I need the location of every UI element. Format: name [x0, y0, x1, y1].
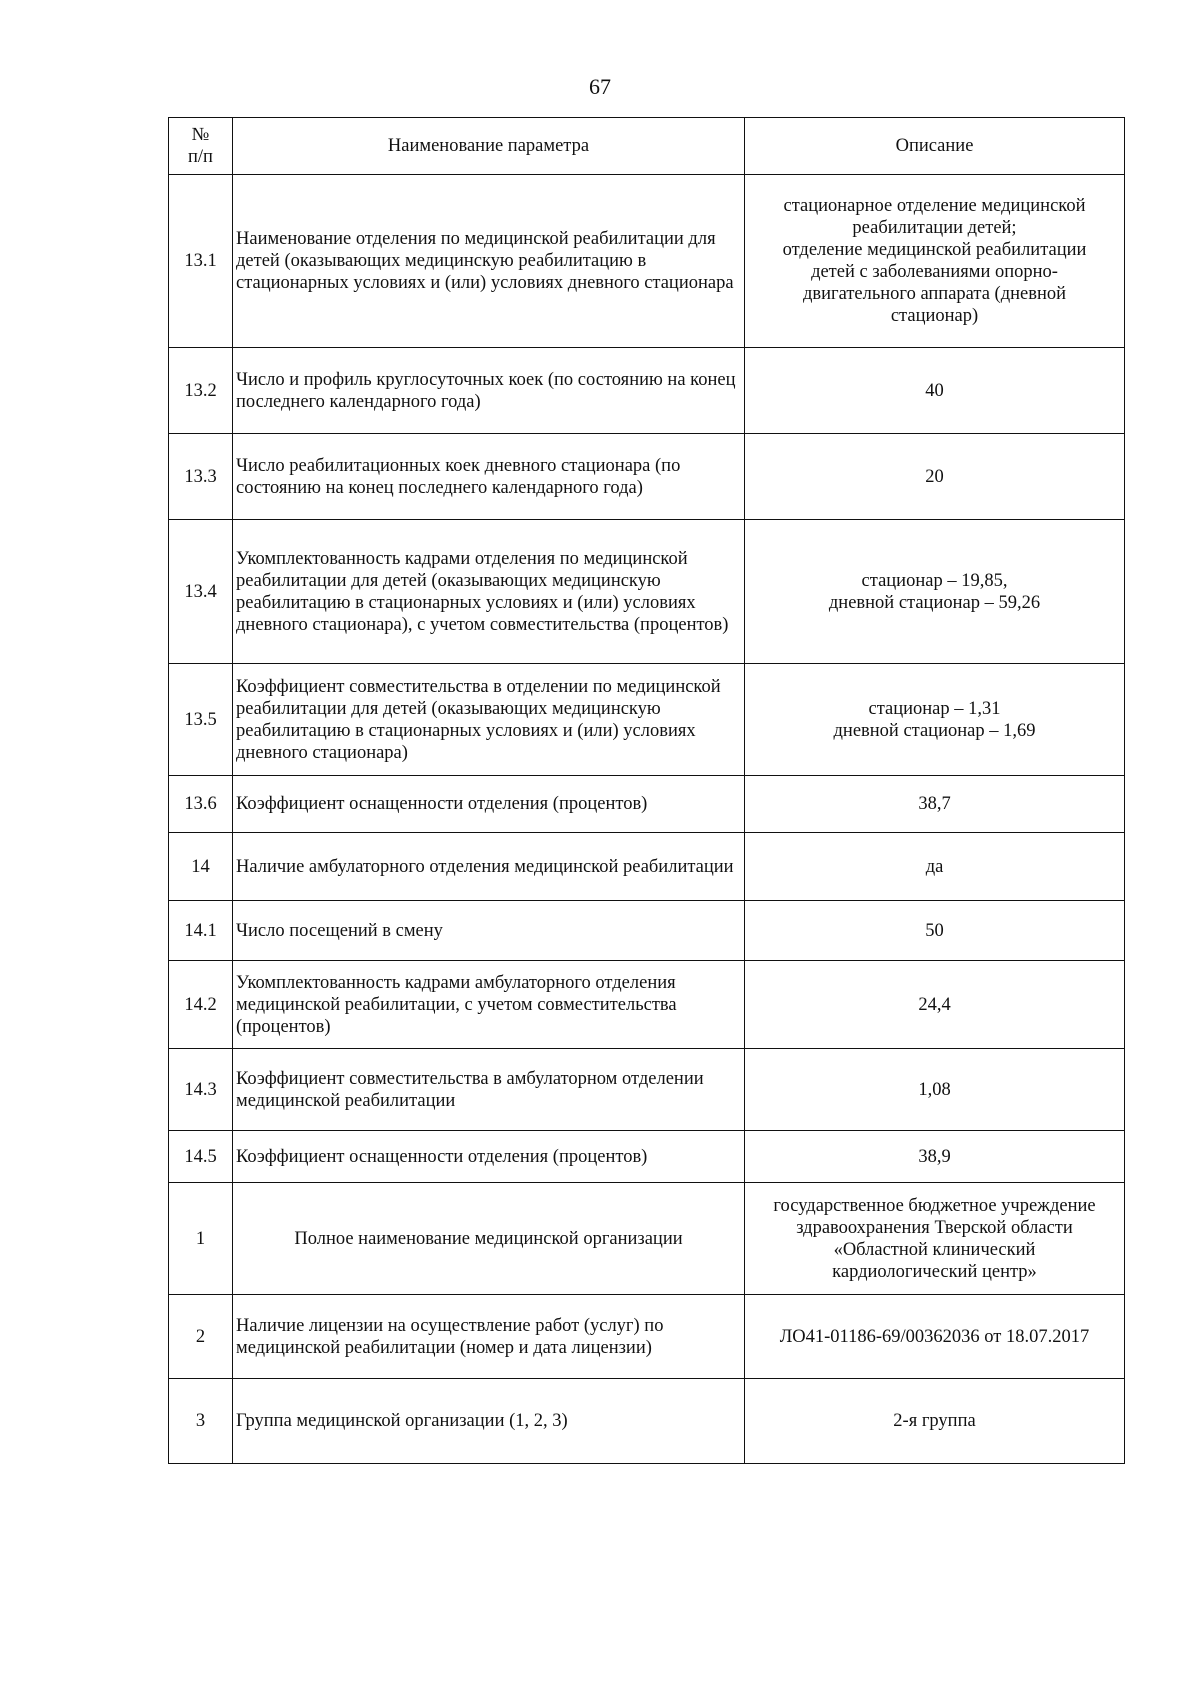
- row-description: [745, 961, 1125, 1049]
- row-number: 13.5: [169, 664, 233, 776]
- row-parameter: Коэффициент оснащенности отделения (процентов): [233, 1131, 745, 1183]
- row-parameter: Коэффициент совместительства в амбулаторном отделении медицинской реабилитации: [233, 1049, 745, 1131]
- description-line: ЛО41-01186-69/00362036 от 18.07.2017: [779, 1326, 1090, 1347]
- row-parameter: Число и профиль круглосуточных коек (по состоянию на конец последнего календарного года): [233, 348, 745, 434]
- table-row: [169, 961, 1125, 1049]
- row-number: 1: [169, 1183, 233, 1295]
- row-number: 14.2: [169, 961, 233, 1049]
- description-line: 20: [925, 466, 944, 487]
- row-description: [745, 664, 1125, 776]
- row-parameter: Наименование отделения по медицинской реабилитации для детей (оказывающих медицинскую реабилитацию в стационарных условиях и (или) условиях дневного стационара: [233, 175, 745, 348]
- description-line: 40: [925, 380, 944, 401]
- row-number: 13.6: [169, 776, 233, 833]
- row-number: 14: [169, 833, 233, 901]
- row-description: [745, 1183, 1125, 1295]
- description-line: дневной стационар – 59,26: [828, 592, 1041, 613]
- description-line: да: [925, 856, 944, 877]
- description-line: 38,7: [918, 794, 951, 814]
- row-number: 14.1: [169, 901, 233, 961]
- table-row: [169, 901, 1125, 961]
- table-row: [169, 833, 1125, 901]
- row-description: [745, 520, 1125, 664]
- header-number-symbol: №: [191, 125, 210, 145]
- row-parameter: Число реабилитационных коек дневного стационара (по состоянию на конец последнего календарного года): [233, 434, 745, 520]
- row-number: 2: [169, 1295, 233, 1379]
- description-line: здравоохранения Тверской области: [796, 1217, 1073, 1238]
- table-row: [169, 664, 1125, 776]
- row-description: [745, 901, 1125, 961]
- row-parameter: Коэффициент оснащенности отделения (процентов): [233, 776, 745, 833]
- description-line: стационар – 1,31: [868, 698, 1001, 719]
- row-description: [745, 1379, 1125, 1464]
- row-number: 13.3: [169, 434, 233, 520]
- table-row: [169, 1131, 1125, 1183]
- row-number: 13.1: [169, 175, 233, 348]
- description-line: кардиологический центр»: [832, 1261, 1037, 1282]
- row-description: [745, 833, 1125, 901]
- header-description: Описание: [745, 118, 1125, 175]
- row-parameter: Коэффициент совместительства в отделении по медицинской реабилитации для детей (оказывающих медицинскую реабилитацию в стационарных условиях и (или) условиях дневного стационара): [233, 664, 745, 776]
- row-number: 3: [169, 1379, 233, 1464]
- table-row: [169, 776, 1125, 833]
- row-parameter: Укомплектованность кадрами амбулаторного отделения медицинской реабилитации, с учетом совместительства (процентов): [233, 961, 745, 1049]
- row-description: [745, 1295, 1125, 1379]
- row-description: [745, 175, 1125, 348]
- row-number: 13.2: [169, 348, 233, 434]
- description-line: стационар): [890, 306, 979, 326]
- row-parameter: Группа медицинской организации (1, 2, 3): [233, 1379, 745, 1464]
- table-row: [169, 1295, 1125, 1379]
- table-row: [169, 348, 1125, 434]
- description-line: детей с заболеваниями опорно-: [811, 262, 1058, 282]
- header-number-abbr: п/п: [188, 147, 213, 167]
- page-number: 67: [589, 74, 611, 99]
- row-description: [745, 776, 1125, 833]
- row-number: 14.3: [169, 1049, 233, 1131]
- description-line: 38,9: [918, 1146, 951, 1167]
- table-row: [169, 434, 1125, 520]
- table-header-row: [169, 118, 1125, 175]
- table-row: [169, 1049, 1125, 1131]
- description-line: стационар – 19,85,: [861, 570, 1008, 591]
- description-line: 50: [925, 920, 944, 941]
- header-parameter: Наименование параметра: [233, 118, 745, 175]
- row-parameter: Полное наименование медицинской организации: [233, 1183, 745, 1295]
- row-parameter: Число посещений в смену: [233, 901, 745, 961]
- row-parameter: Укомплектованность кадрами отделения по медицинской реабилитации для детей (оказывающих медицинскую реабилитацию в стационарных условиях и (или) условиях дневного стационара), с учетом совместительства (процентов): [233, 520, 745, 664]
- description-line: государственное бюджетное учреждение: [773, 1195, 1096, 1216]
- row-number: 14.5: [169, 1131, 233, 1183]
- table-body: [169, 175, 1125, 1464]
- description-line: 2-я группа: [893, 1411, 976, 1431]
- description-line: 1,08: [918, 1079, 951, 1100]
- row-description: [745, 434, 1125, 520]
- description-line: реабилитации детей;: [852, 218, 1017, 238]
- row-description: [745, 1049, 1125, 1131]
- table-row: [169, 175, 1125, 348]
- description-line: отделение медицинской реабилитации: [782, 240, 1087, 260]
- row-parameter: Наличие амбулаторного отделения медицинской реабилитации: [233, 833, 745, 901]
- row-parameter: Наличие лицензии на осуществление работ (услуг) по медицинской реабилитации (номер и дата лицензии): [233, 1295, 745, 1379]
- row-description: [745, 348, 1125, 434]
- header-number: [169, 118, 233, 175]
- table-row: [169, 1183, 1125, 1295]
- description-line: 24,4: [918, 994, 951, 1015]
- row-number: 13.4: [169, 520, 233, 664]
- description-line: дневной стационар – 1,69: [833, 720, 1036, 741]
- row-description: [745, 1131, 1125, 1183]
- description-line: двигательного аппарата (дневной: [802, 284, 1067, 304]
- description-line: «Областной клинический: [833, 1239, 1036, 1260]
- table-row: [169, 1379, 1125, 1464]
- description-line: стационарное отделение медицинской: [783, 196, 1086, 216]
- table-row: [169, 520, 1125, 664]
- parameters-table: [168, 117, 1125, 1464]
